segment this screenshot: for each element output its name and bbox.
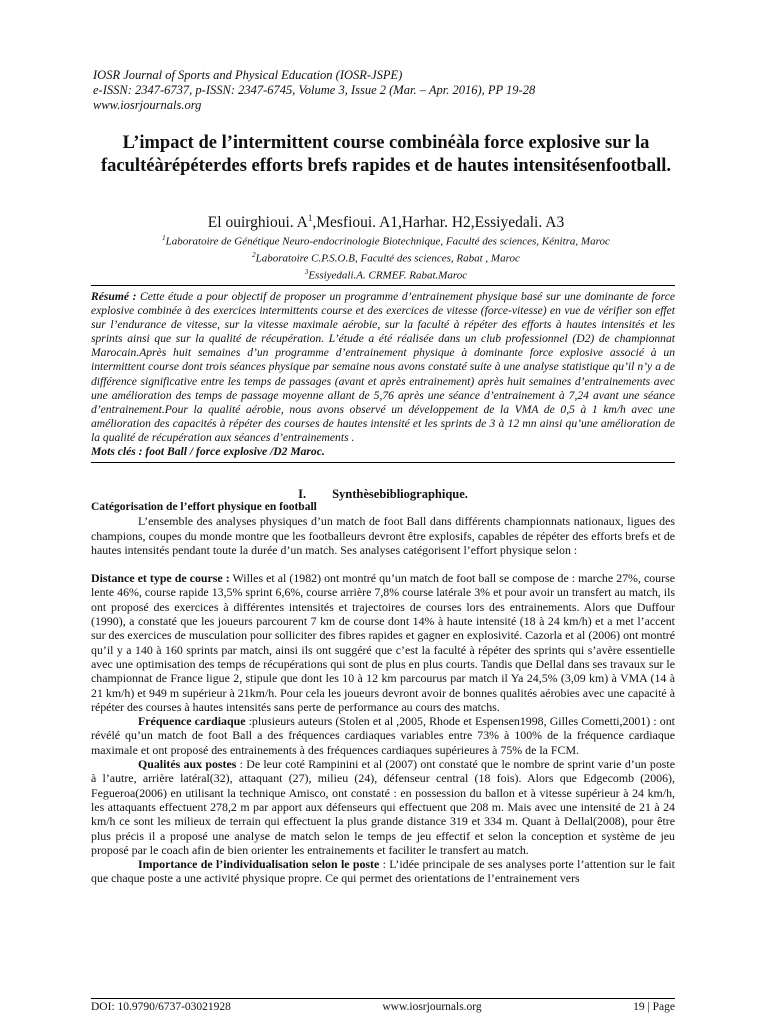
abstract [91, 285, 675, 463]
author-line [80, 209, 692, 232]
keywords: Mots clés : foot Ball / force explosive /D2 Maroc. [91, 445, 325, 459]
paragraph-1: L’ensemble des analyses physiques d’un match de foot Ball dans différents championnats nationaux, ligues des champions, coupes du monde montre que les footballeurs devront être explosifs, capables de répéter des efforts brefs et de hautes intensités pendant toute la durée d’un match. Ses analyses catégorisent l’effort physique selon : [91, 514, 675, 557]
affiliation-2: $^2$Laboratoire C.P.S.O.B, Faculté des sciences, Rabat , Maroc [252, 251, 520, 265]
footer-doi: DOI: 10.9790/6737-03021928 [91, 1001, 231, 1013]
author-rest: ,Mesfioui. A1,Harhar. H2,Essiyedali. A3 [312, 214, 565, 232]
subheading-categorisation: Catégorisation de l’effort physique en football [91, 501, 317, 513]
affiliation-3: $^3$Essiyedali.A. CRMEF. Rabat.Maroc [304, 268, 468, 282]
journal-issn: e-ISSN: 2347-6737, p-ISSN: 2347-6745, Volume 3, Issue 2 (Mar. – Apr. 2016), PP 19-28 [93, 83, 536, 97]
lead-importance: Importance de l’individualisation selon le poste [138, 857, 380, 872]
journal-header [93, 68, 693, 113]
footer-site: www.iosrjournals.org [382, 1001, 482, 1013]
page-footer [91, 998, 675, 1013]
author-first-sup: 1 [307, 213, 313, 223]
paper-title: L’impact de l’intermittent course combinéàla force explosive sur la facultéàrépéterdes efforts brefs rapides et de hautes intensitésenfootball. [101, 133, 671, 176]
body-text [91, 500, 675, 886]
lead-distance: Distance et type de course : [91, 571, 230, 586]
footer-page: 19 | Page [633, 1001, 675, 1013]
paragraph-5: Importance de l’individualisation selon le poste : L’idée principale de ses analyses porte l’attention sur le fait que chaque poste a une activité physique propre. Ce qui permet des orientations de l’entrainement vers [91, 857, 675, 886]
abstract-text: Cette étude a pour objectif de proposer un programme d’entrainement physique basé sur une dominante de force explosive combinée à des exercices intermittents course et des exercices de vitesse (force-vitesse) en vue de vérifier son effet sur l’endurance de vitesse, sur la vitesse maximale aérobie, sur la faculté à répéter des efforts à hautes intensités et les sprints ainsi que sur la qualité de récupération. L’étude a été réalisée dans un club professionnel (D2) de championnat Marocain.Après huit semaines d’un programme d’entrainement physique à dominante force explosive associé à un intermittent course dont trois séances physique par semaine nous avons constaté suite à une analyse statistique qu’il n’y a de différence significative entre les temps de passages (avant et après entrainement) après huit semaines d’entrainements avec une amélioration des temps de passage moyenne allant de 5,76 après une séance d’entrainement à 7,24 avant une séance d’entrainement.Pour la qualité aérobie, nous avons observé un développement de la VMA de 0,5 à 1 km/h avec une amélioration des capacités à répéter des courses de hautes intensité et les sprints de 3 à 12 mn ainsi qu’une amélioration de la qualité de récupération aux séances d’entrainements . [91, 290, 675, 444]
affiliation-1: $^1$Laboratoire de Génétique Neuro-endocrinologie Biotechnique, Faculté des sciences, Kénitra, Maroc [162, 234, 610, 248]
affiliations [80, 232, 692, 283]
journal-name: IOSR Journal of Sports and Physical Education (IOSR-JSPE) [93, 68, 403, 82]
journal-url: www.iosrjournals.org [93, 98, 202, 112]
paragraph-4: Qualités aux postes : De leur coté Rampinini et al (2007) ont constaté que le nombre de sprint varie d’un poste à l’autre, arrière latéral(32), attaquant (27), milieu (24), défenseur central (18 fois). Alors que Edgecomb (2006), Fegueroa(2006) en utilisant la technique Amisco, ont constaté : en possession du ballon et à vitesse supérieur à 24 km/h, les attaquants effectuent 278,2 m par apport aux défenseurs qui effectuent que 208 m. Mais avec une intensité de 21 à 24 km/h ce sont les milieux de terrain qui effectuent la plus grande distance 319 et 334 m. Quant à Dellal(2008), pour être plus précis il a proposé une analyse de match selon le temps de jeu effectif et selon la conception et système de jeu proposé par le coach afin de bien orienter les entrainements et faciliter le transfert au match. [91, 757, 676, 857]
paragraph-2: Distance et type de course : Willes et al (1982) ont montré qu’un match de foot ball se compose de : marche 27%, course lente 46%, course rapide 13,5% sprint 6,6%, course arrière 7,8% course latérale 3% et pour avoir un transfert au match, ils ont proposé des exercices à différentes intensités et trajectoires de courses lors des entrainements. Alors que Duffour (1990), a constaté que les joueurs parcourent 7 km de course dont 14% à haute intensité (18 à 24 km/h) et a met l’accent sur des exercices de musculation pour solliciter des fibres rapides et gagner en explosivité. Cazorla et al (2006) ont montré qu’il y a 140 à 160 sprints par match, ainsi ils ont suggéré que c’est la faculté à répéter des sprints qui s’avère essentielle avec une optimisation des temps de récupérations qui sont de plus en plus courts. Tandis que Dellal dans ses travaux sur le championnat de France ligue 2, stipule que dont les 10 à 12 km parcourus par match il Ya 24,5% (3,09 km) à VMA (14 à 21 km/h) et 949 m supérieur à 21km/h. Pour cela les joueurs devront avoir de bonnes qualités aérobies avec une capacité à répéter des courses à hautes intensités sans perte de performance au cours des matchs. [91, 571, 675, 714]
section-title: Synthèsebibliographique. [332, 487, 468, 501]
abstract-label: Résumé : [91, 290, 137, 303]
paragraph-3: Fréquence cardiaque :plusieurs auteurs (Stolen et al ,2005, Rhode et Espensen1998, Gilles Cometti,2001) : ont révélé qu’un match de foot Ball a des fréquences cardiaques variables entre 73% à 100% de la fréquence cardiaque maximale et ont proposé des entrainements à des fréquences cardiaques supérieures à 75% de la FCM. [91, 714, 675, 757]
section-number: I. [298, 487, 307, 501]
lead-qualites: Qualités aux postes [138, 757, 237, 772]
lead-frequence: Fréquence cardiaque [138, 714, 246, 729]
author-first: El ouirghioui. A [207, 214, 308, 232]
